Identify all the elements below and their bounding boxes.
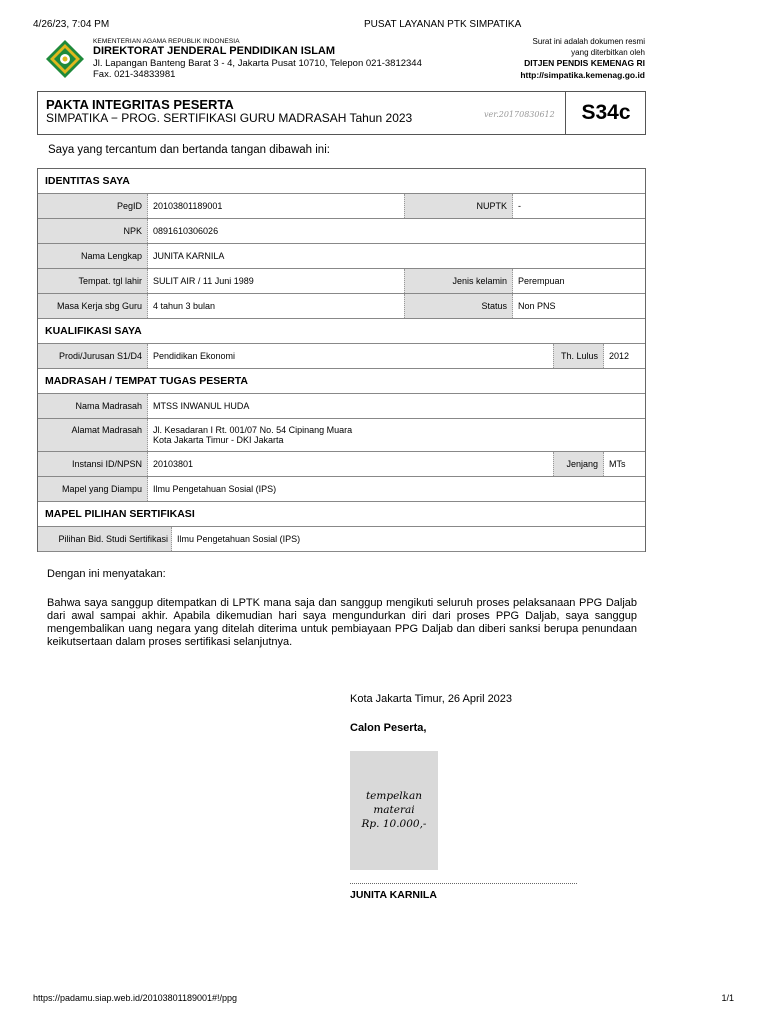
print-page-title: PUSAT LAYANAN PTK SIMPATIKA [364,19,522,30]
alamat-line-2: Kota Jakarta Timur - DKI Jakarta [153,435,284,445]
instansi-value: 20103801 [153,459,194,469]
directorate-address [93,58,422,80]
npk-value: 0891610306026 [153,226,219,236]
ttl-value: SULIT AIR / 11 Juni 1989 [153,276,254,286]
directorate-name: DIREKTORAT JENDERAL PENDIDIKAN ISLAM [93,45,336,57]
section-mapel-pilihan: MAPEL PILIHAN SERTIFIKASI [38,502,645,527]
place-date: Kota Jakarta Timur, 26 April 2023 [350,693,513,705]
participant-form [37,168,646,552]
signer-role: Calon Peserta, [350,722,427,734]
nuptk-label: NUPTK [404,194,513,218]
note-line-2: yang diterbitkan oleh [571,47,645,57]
jk-label: Jenis kelamin [404,269,513,293]
website [520,70,645,82]
address-line: Jl. Lapangan Banteng Barat 3 - 4, Jakarta Pusat 10710, Telepon 021-3812344 [93,58,422,69]
document-title: PAKTA INTEGRITAS PESERTA [46,97,234,112]
section-identitas: IDENTITAS SAYA [38,169,645,194]
stamp-text [350,789,438,831]
alamat-value [148,419,645,451]
jenjang-value: MTs [609,459,626,469]
ttl-label: Tempat. tgl lahir [38,269,148,293]
nama-value: JUNITA KARNILA [153,251,225,261]
print-page-count: 1/1 [721,993,734,1003]
statement-intro: Dengan ini menyatakan: [47,568,166,580]
nama-label: Nama Lengkap [38,244,148,268]
alamat-line-1: Jl. Kesadaran I Rt. 001/07 No. 54 Cipinang Muara [153,425,353,435]
form-row-npk [38,219,645,244]
stamp-line-1: tempelkan [365,790,423,802]
nama-madrasah-label: Nama Madrasah [38,394,148,418]
nama-madrasah-value: MTSS INWANUL HUDA [153,401,250,411]
mapel-label: Mapel yang Diampu [38,477,148,501]
mapel-value: Ilmu Pengetahuan Sosial (IPS) [153,484,277,494]
pilihan-value: Ilmu Pengetahuan Sosial (IPS) [177,534,301,544]
status-label: Status [404,294,513,318]
form-row-nama-madrasah [38,394,645,419]
signature-line [350,883,577,884]
issuer-name: DITJEN PENDIS KEMENAG RI [524,58,645,68]
ministry-name: KEMENTERIAN AGAMA REPUBLIK INDONESIA [93,38,240,45]
section-kualifikasi: KUALIFIKASI SAYA [38,319,645,344]
issuer [520,58,645,70]
document-subtitle: SIMPATIKA − PROG. SERTIFIKASI GURU MADRASAH Tahun 2023 [46,111,413,125]
prodi-value: Pendidikan Ekonomi [153,351,236,361]
form-row-instansi [38,452,645,477]
stamp-line-2: materai [373,804,415,816]
masa-value: 4 tahun 3 bulan [153,301,216,311]
print-timestamp: 4/26/23, 7:04 PM [33,19,110,30]
form-row-masa [38,294,645,319]
stamp-placeholder [350,751,438,870]
form-row-prodi [38,344,645,369]
note-line-1: Surat ini adalah dokumen resmi [532,37,645,46]
form-row-nama [38,244,645,269]
kemenag-logo-icon [45,39,85,79]
alamat-label: Alamat Madrasah [38,419,148,451]
pilihan-label: Pilihan Bid. Studi Sertifikasi [38,527,172,551]
form-row-pegid [38,194,645,219]
pegid-label: PegID [38,194,148,218]
npk-label: NPK [38,219,148,243]
form-row-ttl [38,269,645,294]
statement-text: Bahwa saya sanggup ditempatkan di LPTK mana saja dan sanggup mengikuti seluruh proses pelaksanaan PPG Daljab dari awal sampai akhir. Apabila dikemudian hari saya mengundurkan diri dari proses PPG Daljab, saya sanggup mengembalikan uang negara yang ditelah diterima untuk pembiayaan PPG Daljab dan diberi sanksi berupa penundaan keikutsertaan dalam proses sertifikasi selanjutnya. [47,597,637,648]
instansi-label: Instansi ID/NPSN [38,452,148,476]
official-note [520,37,645,81]
stamp-line-3: Rp. 10.000,- [361,818,427,830]
prodi-label: Prodi/Jurusan S1/D4 [38,344,148,368]
pegid-value: 20103801189001 [153,201,223,211]
website-url: http://simpatika.kemenag.go.id [520,69,645,80]
jenjang-label: Jenjang [553,452,604,476]
form-row-pilihan [38,527,645,552]
document-version: ver.20170830612 [484,110,555,119]
section-madrasah: MADRASAH / TEMPAT TUGAS PESERTA [38,369,645,394]
nuptk-value: - [518,201,521,211]
form-row-alamat [38,419,645,452]
status-value: Non PNS [518,301,556,311]
jk-value: Perempuan [518,276,565,286]
lulus-value: 2012 [609,351,630,361]
form-row-mapel [38,477,645,502]
document-title-box [37,91,646,135]
intro-text: Saya yang tercantum dan bertanda tangan dibawah ini: [48,144,330,156]
lulus-label: Th. Lulus [553,344,604,368]
signer-name: JUNITA KARNILA [350,889,437,901]
document-code: S34c [565,92,646,134]
fax-line: Fax. 021-34833981 [93,69,176,80]
print-url: https://padamu.siap.web.id/20103801189001#!/ppg [33,993,237,1003]
masa-label: Masa Kerja sbg Guru [38,294,148,318]
